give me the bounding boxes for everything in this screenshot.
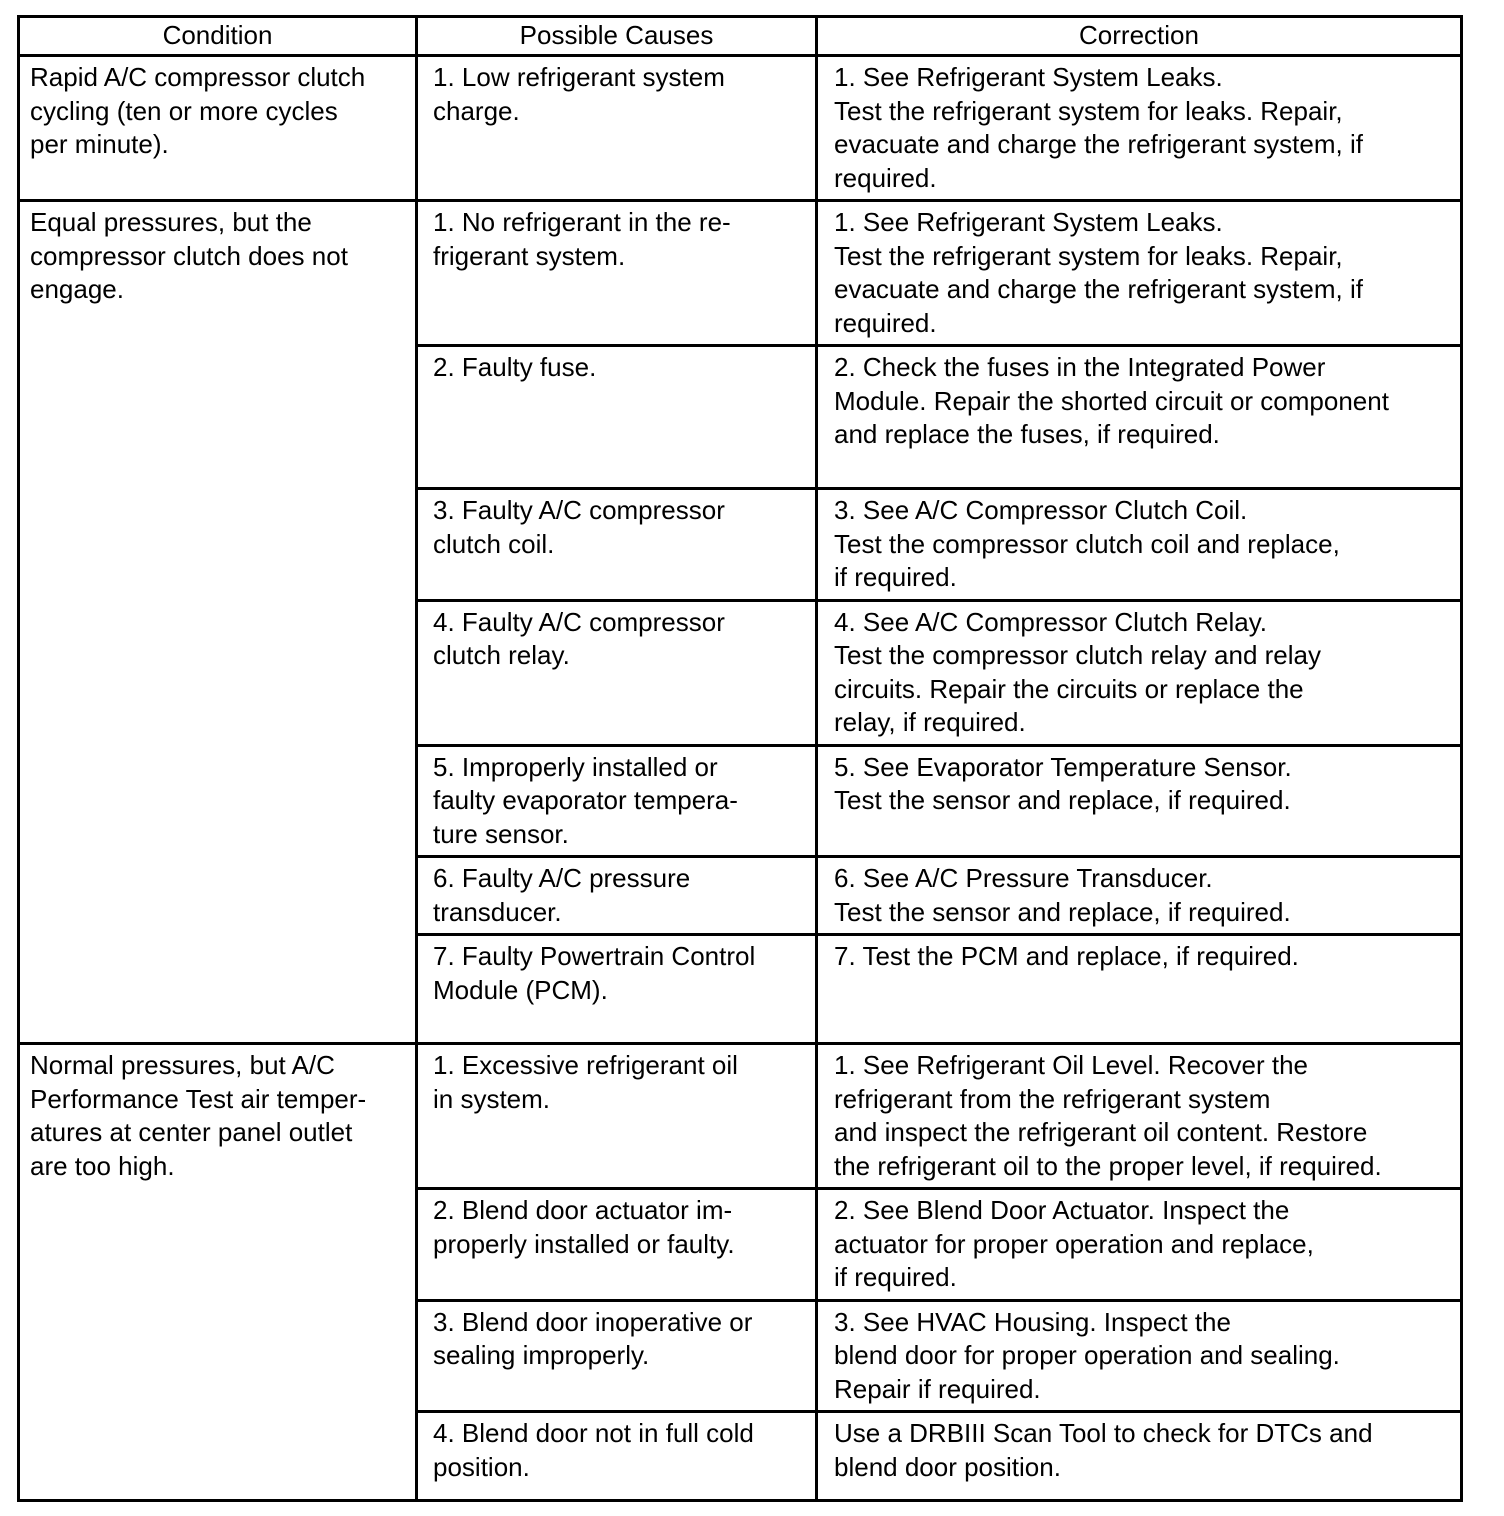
correction-cell: 3. See A/C Compressor Clutch Coil. Test the compressor clutch coil and replace, if required. <box>817 489 1462 601</box>
condition-cell: Normal pressures, but A/C Performance Test air temper- atures at center panel outlet are too high. <box>19 1044 417 1501</box>
condition-cell: Rapid A/C compressor clutch cycling (ten or more cycles per minute). <box>19 56 417 201</box>
correction-cell: 1. See Refrigerant Oil Level. Recover the refrigerant from the refrigerant system and inspect the refrigerant oil content. Restore the refrigerant oil to the proper level, if required. <box>817 1044 1462 1189</box>
cause-cell: 1. Low refrigerant system charge. <box>417 56 817 201</box>
cause-cell: 5. Improperly installed or faulty evaporator tempera- ture sensor. <box>417 745 817 857</box>
correction-cell: 1. See Refrigerant System Leaks. Test the refrigerant system for leaks. Repair, evacuate and charge the refrigerant system, if required. <box>817 56 1462 201</box>
header-possible-causes: Possible Causes <box>417 17 817 56</box>
correction-cell: Use a DRBIII Scan Tool to check for DTCs and blend door position. <box>817 1412 1462 1501</box>
correction-cell: 6. See A/C Pressure Transducer. Test the sensor and replace, if required. <box>817 857 1462 935</box>
correction-cell: 4. See A/C Compressor Clutch Relay. Test the compressor clutch relay and relay circuits. Repair the circuits or replace the relay, if required. <box>817 600 1462 745</box>
correction-cell: 1. See Refrigerant System Leaks. Test the refrigerant system for leaks. Repair, evacuate and charge the refrigerant system, if required. <box>817 201 1462 346</box>
diagnosis-table <box>17 15 1463 1502</box>
table-row <box>19 56 1462 201</box>
correction-cell: 2. Check the fuses in the Integrated Power Module. Repair the shorted circuit or component and replace the fuses, if required. <box>817 346 1462 489</box>
cause-cell: 1. No refrigerant in the re- frigerant system. <box>417 201 817 346</box>
header-condition: Condition <box>19 17 417 56</box>
cause-cell: 3. Blend door inoperative or sealing improperly. <box>417 1300 817 1412</box>
header-row <box>19 17 1462 56</box>
cause-cell: 2. Blend door actuator im- properly installed or faulty. <box>417 1189 817 1301</box>
correction-cell: 7. Test the PCM and replace, if required. <box>817 935 1462 1044</box>
correction-cell: 5. See Evaporator Temperature Sensor. Test the sensor and replace, if required. <box>817 745 1462 857</box>
table-row <box>19 201 1462 346</box>
header-correction: Correction <box>817 17 1462 56</box>
cause-cell: 3. Faulty A/C compressor clutch coil. <box>417 489 817 601</box>
correction-cell: 2. See Blend Door Actuator. Inspect the actuator for proper operation and replace, if required. <box>817 1189 1462 1301</box>
cause-cell: 4. Blend door not in full cold position. <box>417 1412 817 1501</box>
correction-cell: 3. See HVAC Housing. Inspect the blend door for proper operation and sealing. Repair if required. <box>817 1300 1462 1412</box>
cause-cell: 6. Faulty A/C pressure transducer. <box>417 857 817 935</box>
table-row <box>19 1044 1462 1189</box>
cause-cell: 2. Faulty fuse. <box>417 346 817 489</box>
cause-cell: 1. Excessive refrigerant oil in system. <box>417 1044 817 1189</box>
cause-cell: 7. Faulty Powertrain Control Module (PCM). <box>417 935 817 1044</box>
cause-cell: 4. Faulty A/C compressor clutch relay. <box>417 600 817 745</box>
condition-cell: Equal pressures, but the compressor clutch does not engage. <box>19 201 417 1044</box>
